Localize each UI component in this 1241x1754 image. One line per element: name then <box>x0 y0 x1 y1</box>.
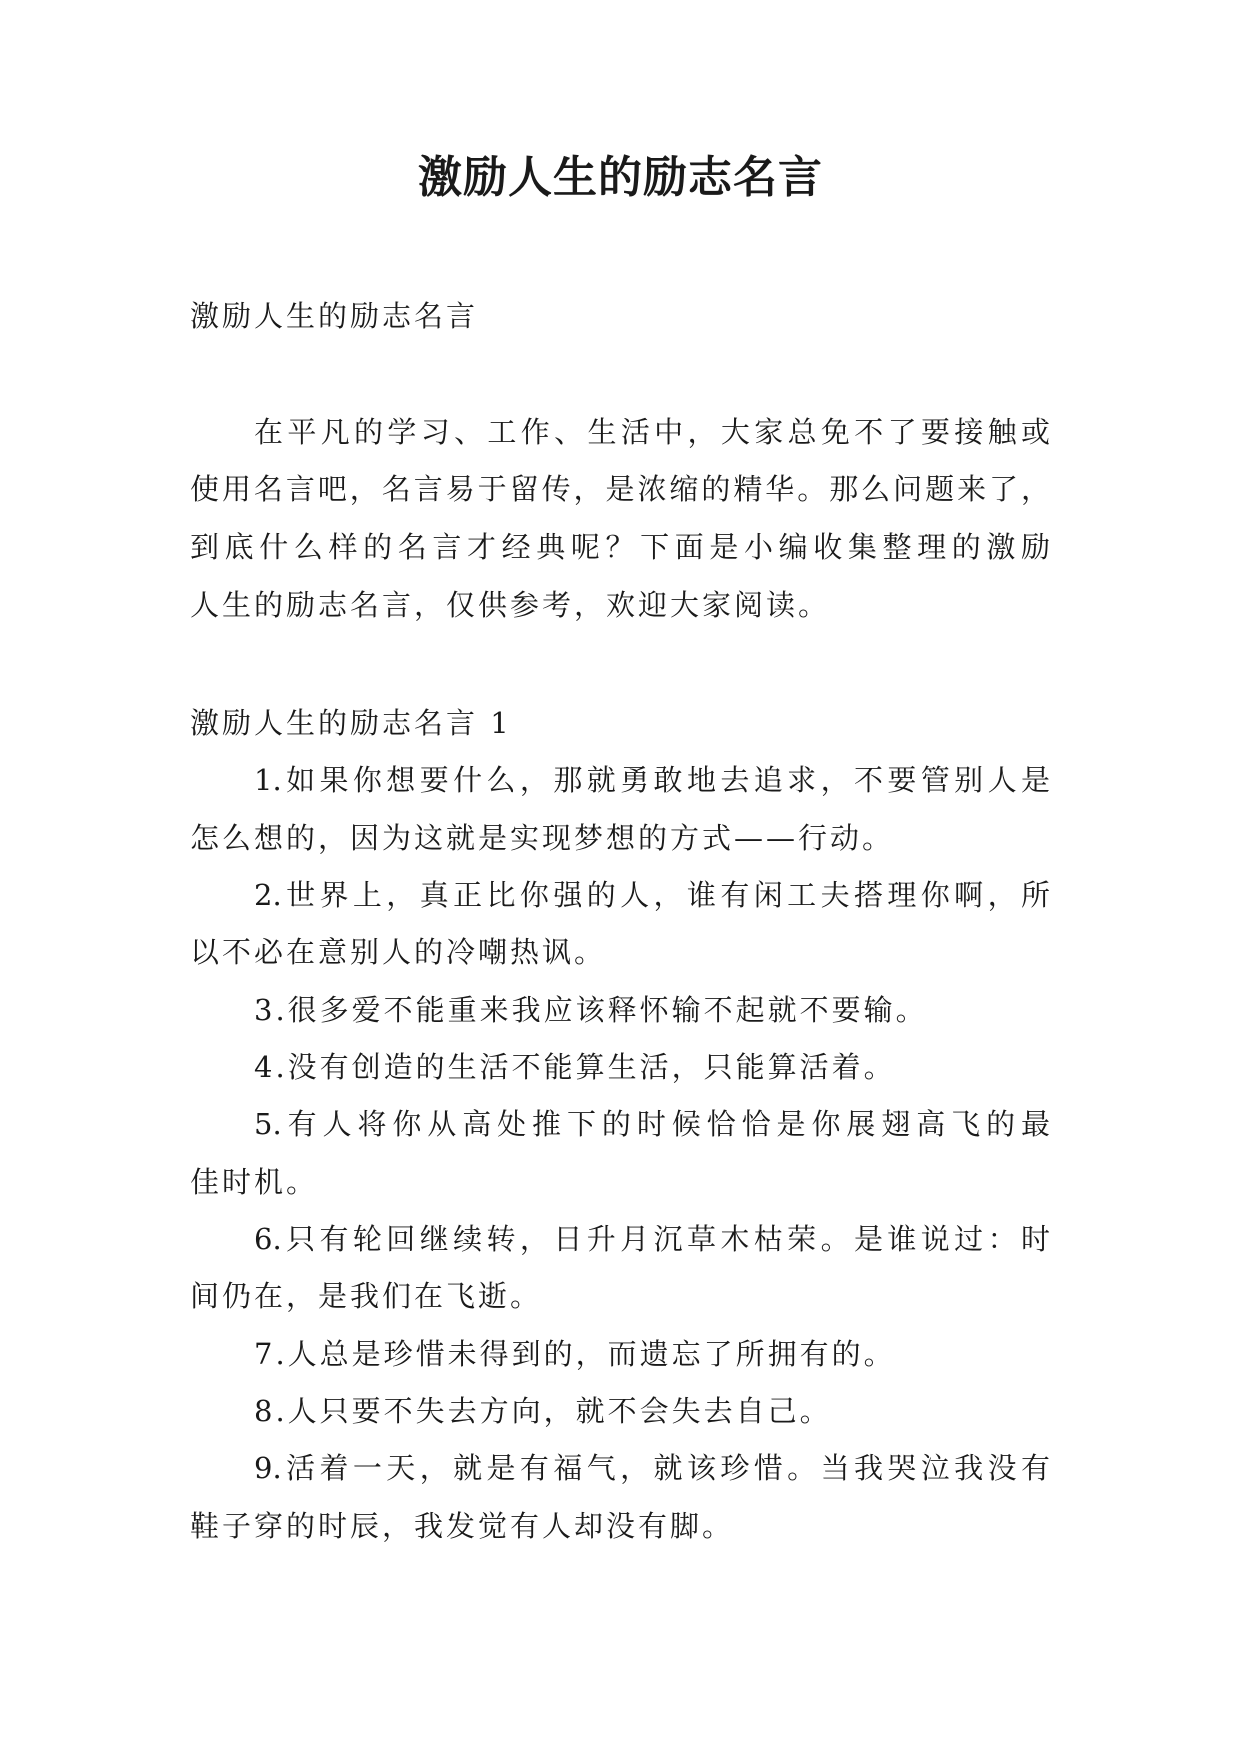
document-title: 激励人生的励志名言 <box>418 152 823 203</box>
quote-2-line-1: 2.世界上，真正比你强的人，谁有闲工夫搭理你啊，所 <box>254 878 1050 912</box>
quote-6-line-1: 6.只有轮回继续转，日升月沉草木枯荣。是谁说过：时 <box>254 1222 1050 1256</box>
quote-9-line-2: 鞋子穿的时辰，我发觉有人却没有脚。 <box>190 1509 735 1543</box>
intro-line-4: 人生的励志名言，仅供参考，欢迎大家阅读。 <box>190 588 831 622</box>
quote-6-line-2: 间仍在，是我们在飞逝。 <box>190 1279 543 1313</box>
subtitle: 激励人生的励志名言 <box>190 299 479 333</box>
section-heading: 激励人生的励志名言 1 <box>190 706 512 740</box>
quote-9-line-1: 9.活着一天，就是有福气，就该珍惜。当我哭泣我没有 <box>254 1451 1050 1485</box>
quote-7: 7.人总是珍惜未得到的，而遗忘了所拥有的。 <box>254 1337 896 1371</box>
quote-8: 8.人只要不失去方向，就不会失去自己。 <box>254 1394 832 1428</box>
quote-5-line-1: 5.有人将你从高处推下的时候恰恰是你展翅高飞的最 <box>254 1107 1050 1141</box>
quote-3: 3.很多爱不能重来我应该释怀输不起就不要输。 <box>254 993 928 1027</box>
quote-1-line-1: 1.如果你想要什么，那就勇敢地去追求，不要管别人是 <box>254 763 1050 797</box>
quote-4: 4.没有创造的生活不能算生活，只能算活着。 <box>254 1050 896 1084</box>
intro-line-3: 到底什么样的名言才经典呢？下面是小编收集整理的激励 <box>190 530 1050 564</box>
intro-line-1: 在平凡的学习、工作、生活中，大家总免不了要接触或 <box>254 415 1050 449</box>
quote-5-line-2: 佳时机。 <box>190 1165 319 1199</box>
quote-2-line-2: 以不必在意别人的冷嘲热讽。 <box>190 935 607 969</box>
quote-1-line-2: 怎么想的，因为这就是实现梦想的方式——行动。 <box>190 821 895 855</box>
intro-line-2: 使用名言吧，名言易于留传，是浓缩的精华。那么问题来了， <box>190 472 1050 506</box>
